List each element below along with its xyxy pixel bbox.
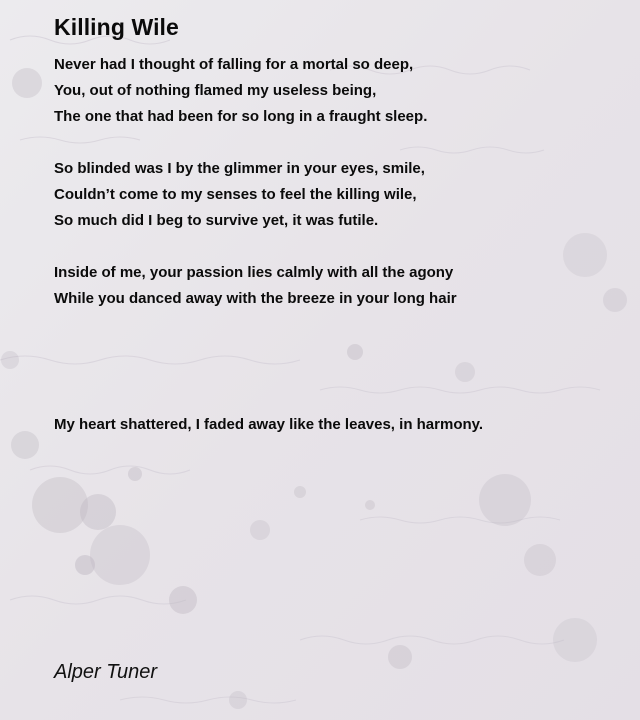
poem-line: While you danced away with the breeze in your long hair: [54, 290, 457, 307]
poem-line: So blinded was I by the glimmer in your eyes, smile,: [54, 160, 425, 177]
stanza-2: [54, 156, 624, 234]
poem-line: My heart shattered, I faded away like the leaves, in harmony.: [54, 416, 484, 433]
poem-line: You, out of nothing flamed my useless being,: [54, 82, 377, 99]
poem-line: So much did I beg to survive yet, it was futile.: [54, 212, 379, 229]
poem-line: Inside of me, your passion lies calmly with all the agony: [54, 264, 454, 281]
poem-title: Killing Wile: [54, 14, 179, 40]
poem-container: [54, 12, 624, 438]
poem-line: The one that had been for so long in a fraught sleep.: [54, 108, 428, 125]
stanza-1: [54, 52, 624, 130]
poem-line: Couldn’t come to my senses to feel the killing wile,: [54, 186, 417, 203]
stanza-4: [54, 412, 624, 438]
stanza-3: [54, 260, 624, 312]
poem-line: Never had I thought of falling for a mortal so deep,: [54, 56, 414, 73]
poem-author: Alper Tuner: [54, 661, 158, 683]
